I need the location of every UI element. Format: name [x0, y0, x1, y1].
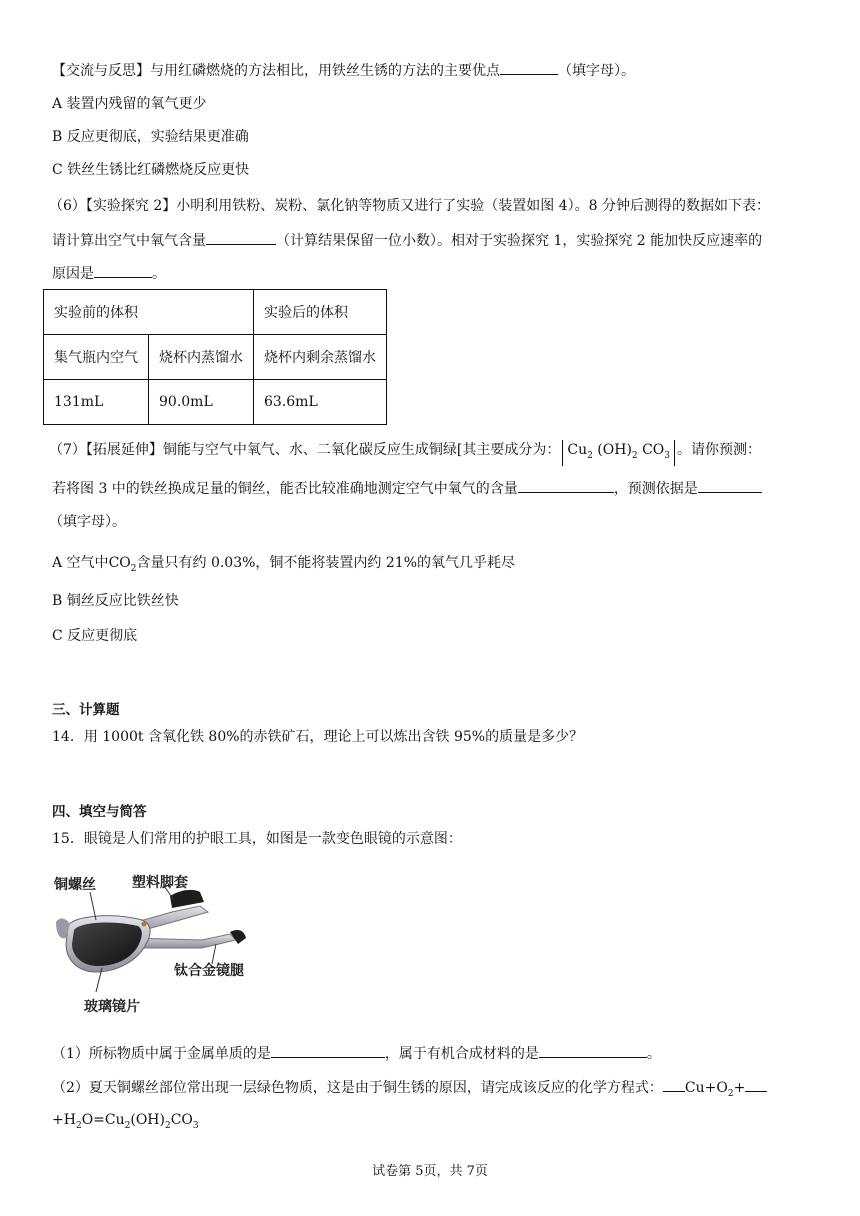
- answer-blank[interactable]: [539, 1043, 647, 1058]
- page-footer: 试卷第 5页，共 7页: [372, 1164, 488, 1179]
- part6-line3: 原因是 。: [52, 263, 812, 284]
- answer-blank[interactable]: [663, 1077, 685, 1092]
- part7-option-c: C 反应更彻底: [52, 628, 138, 644]
- table-val3: 63.6mL: [254, 380, 387, 425]
- answer-blank[interactable]: [271, 1043, 385, 1058]
- part6-line1: （6）【实验探究 2】小明利用铁粉、炭粉、氯化钠等物质又进行了实验（装置如图 4）。8 分钟后测得的数据如下表：: [49, 198, 770, 214]
- label-copper-screw: 铜螺丝: [54, 877, 96, 893]
- part6-line2: 请计算出空气中氧气含量 （计算结果保留一位小数）。相对于实验探究 1，实验探究 2 能加快反应速率的: [52, 230, 812, 251]
- copper-green-formula: $Cu_2$ $(OH)_2$ $CO_3$: [562, 440, 675, 466]
- answer-blank[interactable]: [500, 60, 558, 75]
- section3-title: 三、计算题: [52, 702, 120, 718]
- part7-option-a: A 空气中$CO_2$含量只有约 0.03%，铜不能将装置内约 21%的氧气几乎耗尽: [52, 555, 515, 574]
- answer-blank[interactable]: [518, 478, 614, 493]
- table-val2: 90.0mL: [149, 380, 254, 425]
- label-plastic-sleeve: 塑料脚套: [132, 875, 188, 891]
- reflect-question: 【交流与反思】与用红磷燃烧的方法相比，用铁丝生锈的方法的主要优点 （填字母）。: [52, 60, 812, 81]
- table-col3: 烧杯内剩余蒸馏水: [254, 335, 387, 380]
- part7-line1: （7）【拓展延伸】铜能与空气中氧气、水、二氧化碳反应生成铜绿[其主要成分为： $Cu_2$ $(OH)_2$ $CO_3$ 。请你预测：: [49, 440, 812, 466]
- section4-title: 四、填空与简答: [52, 804, 147, 820]
- q15-part1: （1）所标物质中属于金属单质的是 ，属于有机合成材料的是 。: [52, 1043, 812, 1064]
- label-titanium-leg: 钛合金镜腿: [174, 963, 244, 979]
- part7-line3: （填字母）。: [49, 514, 126, 530]
- question-14: 14．用 1000t 含氧化铁 80%的赤铁矿石，理论上可以炼出含铁 95%的质量是多少？: [52, 729, 584, 745]
- co2-formula: $CO_2$: [108, 555, 137, 574]
- option-b: B 反应更彻底，实验结果更准确: [52, 129, 249, 145]
- answer-blank[interactable]: [94, 263, 152, 278]
- answer-blank[interactable]: [745, 1077, 767, 1092]
- sunglasses-figure: [52, 868, 284, 1018]
- q15-part2-line1: （2）夏天铜螺丝部位常出现一层绿色物质，这是由于铜生锈的原因，请完成该反应的化学方程式： $Cu+O_2+$: [52, 1077, 812, 1104]
- answer-blank[interactable]: [206, 230, 276, 245]
- data-table: [43, 289, 387, 425]
- answer-blank[interactable]: [698, 478, 762, 493]
- part7-line2: 若将图 3 中的铁丝换成足量的铜丝，能否比较准确地测定空气中氧气的含量 ，预测依据是: [52, 478, 812, 499]
- label-glass-lens: 玻璃镜片: [84, 999, 140, 1015]
- table-col1: 集气瓶内空气: [44, 335, 149, 380]
- table-header-before: 实验前的体积: [44, 290, 254, 335]
- question-15: 15．眼镜是人们常用的护眼工具，如图是一款变色眼镜的示意图：: [52, 831, 462, 847]
- table-val1: 131mL: [44, 380, 149, 425]
- option-a: A 装置内残留的氧气更少: [52, 96, 207, 112]
- option-c: C 铁丝生锈比红磷燃烧反应更快: [52, 162, 250, 178]
- table-col2: 烧杯内蒸馏水: [149, 335, 254, 380]
- part7-option-b: B 铜丝反应比铁丝快: [52, 593, 179, 609]
- q15-part2-line2: $+H_2O=Cu_2(OH)_2CO_3$: [52, 1112, 199, 1131]
- table-header-after: 实验后的体积: [254, 290, 387, 335]
